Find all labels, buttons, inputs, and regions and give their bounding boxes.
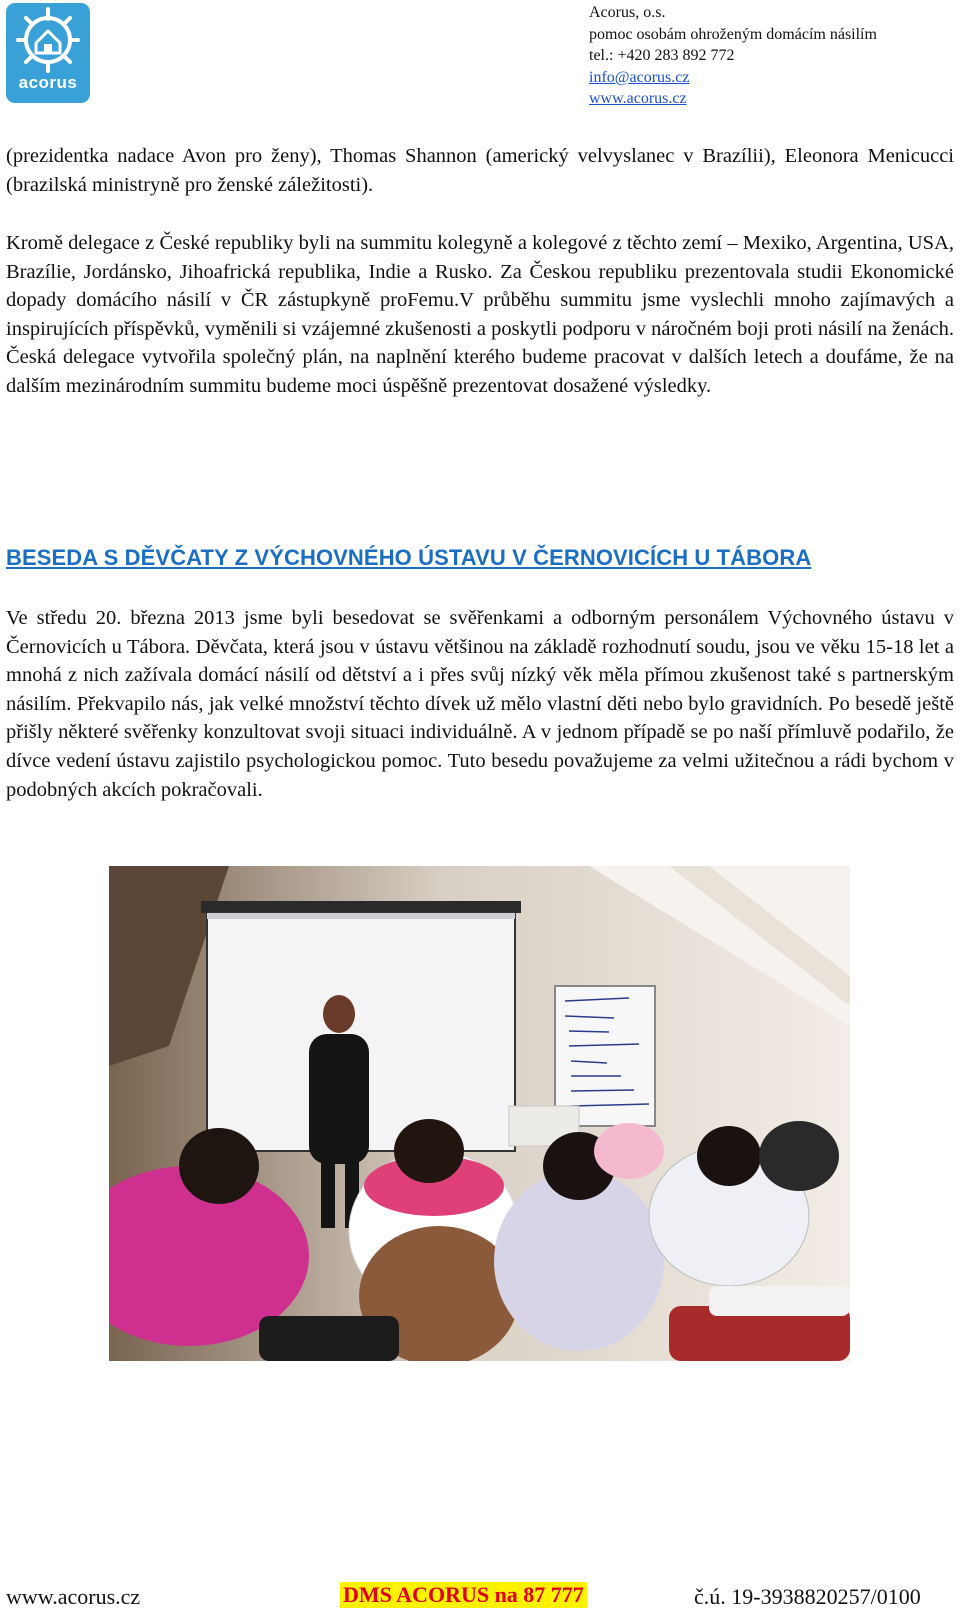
email-link[interactable]: info@acorus.cz xyxy=(589,68,690,86)
org-tagline: pomoc osobám ohroženým domácím násilím xyxy=(589,25,877,43)
footer-dms-donation: DMS ACORUS na 87 777 xyxy=(340,1582,587,1608)
footer-website: www.acorus.cz xyxy=(6,1584,141,1609)
presentation-photo-icon xyxy=(109,866,850,1361)
website-link[interactable]: www.acorus.cz xyxy=(589,90,687,107)
section-heading-beseda: BESEDA S DĚVČATY Z VÝCHOVNÉHO ÚSTAVU V ČERNOVICÍCH U TÁBORA xyxy=(6,545,812,570)
paragraph-summit-delegation: Kromě delegace z České republiky byli na summitu kolegyně a kolegové z těchto zemí – Mexiko, Argentina, USA, Brazílie, Jordánsko, Jihoafrická republika, Indie a Rusko. Za Českou republiku prezentovala studii Ekonomické dopady domácího násilí v ČR zástupkyně proFemu.V průběhu summitu jsme vyslechli mnoho zajímavých a inspirujících příspěvků, vyměnili si vzájemné zkušenosti a poskytli podporu v náročném boji proti násilí na ženách. Česká delegace vytvořila společný plán, na naplnění kterého budeme pracovat v dalších letech a doufáme, že na dalším mezinárodním summitu budeme moci úspěšně prezentovat dosažené výsledky. xyxy=(6,232,954,397)
footer-bank-account: č.ú. 19-3938820257/0100 xyxy=(694,1584,921,1609)
paragraph-summit-guests: (prezidentka nadace Avon pro ženy), Thomas Shannon (americký velvyslanec v Brazílii), Eleonora Menicucci (brazilská ministryně pro ženské záležitosti). xyxy=(6,145,954,196)
acorus-logo xyxy=(6,3,90,103)
paragraph-beseda: Ve středu 20. března 2013 jsme byli besedovat se svěřenkami a odborným personálem Výchovného ústavu v Černovicích u Tábora. Děvčata, která jsou v ústavu většinou na základě rozhodnutí soudu, jsou ve věku 15-18 let a mnohá z nich zažívala domácí násilí od dětství a i přes svůj nízký věk měla přímou zkušenost také s partnerským násilím. Překvapilo nás, jak velké množství těchto dívek už mělo vlastní děti nebo bylo gravidních. Po besedě ještě přišly některé svěřenky konzultovat svoji situaci individuálně. A v jednom případě se po naší přímluvě podařilo, že dívce vedení ústavu zajistilo psychologickou pomoc. Tuto besedu považujeme za velmi užitečnou a rádi bychom v podobných akcích pokračovali. xyxy=(6,607,954,801)
logo-text: acorus xyxy=(18,73,78,92)
org-name: Acorus, o.s. xyxy=(589,4,666,21)
org-phone: tel.: +420 283 892 772 xyxy=(589,47,735,64)
contact-block xyxy=(589,2,877,110)
